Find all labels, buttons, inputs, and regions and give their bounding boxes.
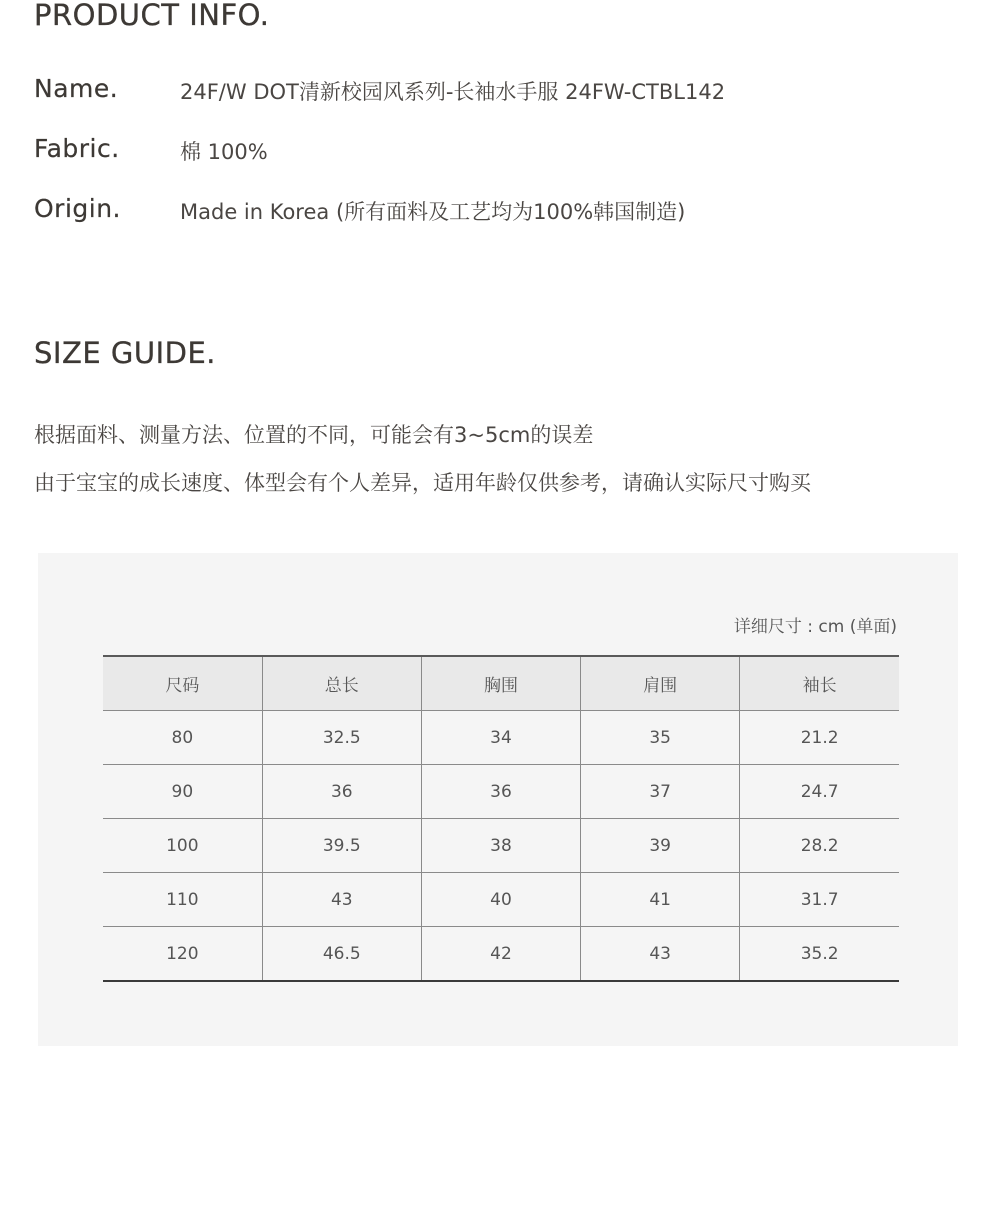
name-value: 24F/W DOT清新校园风系列-长袖水手服 24FW-CTBL142: [180, 80, 726, 104]
cell-total-length: 36: [262, 765, 421, 819]
cell-size: 110: [103, 873, 262, 927]
info-row-name: [34, 74, 974, 110]
cell-shoulder: 39: [581, 819, 740, 873]
cell-shoulder: 35: [581, 711, 740, 765]
cell-sleeve: 24.7: [740, 765, 899, 819]
cell-shoulder: 43: [581, 927, 740, 982]
product-info-title: PRODUCT INFO.: [34, 0, 270, 32]
table-row: [103, 711, 899, 765]
header-sleeve: 袖长: [740, 656, 899, 711]
cell-total-length: 32.5: [262, 711, 421, 765]
cell-chest: 34: [421, 711, 580, 765]
fabric-value: 棉 100%: [180, 140, 268, 164]
table-row: [103, 873, 899, 927]
origin-value: Made in Korea (所有面料及工艺均为100%韩国制造): [180, 200, 686, 224]
cell-sleeve: 35.2: [740, 927, 899, 982]
cell-shoulder: 37: [581, 765, 740, 819]
header-size: 尺码: [103, 656, 262, 711]
size-table: [103, 655, 899, 982]
header-shoulder: 肩围: [581, 656, 740, 711]
cell-chest: 40: [421, 873, 580, 927]
cell-shoulder: 41: [581, 873, 740, 927]
size-guide-title: SIZE GUIDE.: [34, 336, 216, 370]
cell-sleeve: 28.2: [740, 819, 899, 873]
cell-size: 120: [103, 927, 262, 982]
size-table-header-row: [103, 656, 899, 711]
info-row-fabric: [34, 134, 974, 170]
header-total-length: 总长: [262, 656, 421, 711]
cell-total-length: 43: [262, 873, 421, 927]
cell-size: 100: [103, 819, 262, 873]
header-chest: 胸围: [421, 656, 580, 711]
cell-size: 80: [103, 711, 262, 765]
size-note-age: 由于宝宝的成长速度、体型会有个人差异，适用年龄仅供参考，请确认实际尺寸购买: [34, 471, 811, 495]
fabric-label: Fabric.: [34, 134, 120, 163]
name-label: Name.: [34, 74, 119, 103]
cell-chest: 36: [421, 765, 580, 819]
cell-total-length: 39.5: [262, 819, 421, 873]
unit-note: 详细尺寸 : cm (单面): [733, 617, 897, 637]
cell-size: 90: [103, 765, 262, 819]
table-row: [103, 765, 899, 819]
size-note-error: 根据面料、测量方法、位置的不同，可能会有3~5cm的误差: [34, 423, 594, 447]
cell-total-length: 46.5: [262, 927, 421, 982]
cell-chest: 38: [421, 819, 580, 873]
table-row: [103, 819, 899, 873]
cell-sleeve: 21.2: [740, 711, 899, 765]
table-row: [103, 927, 899, 982]
origin-label: Origin.: [34, 194, 122, 223]
info-row-origin: [34, 194, 974, 230]
cell-sleeve: 31.7: [740, 873, 899, 927]
size-table-panel: [38, 553, 958, 1046]
cell-chest: 42: [421, 927, 580, 982]
